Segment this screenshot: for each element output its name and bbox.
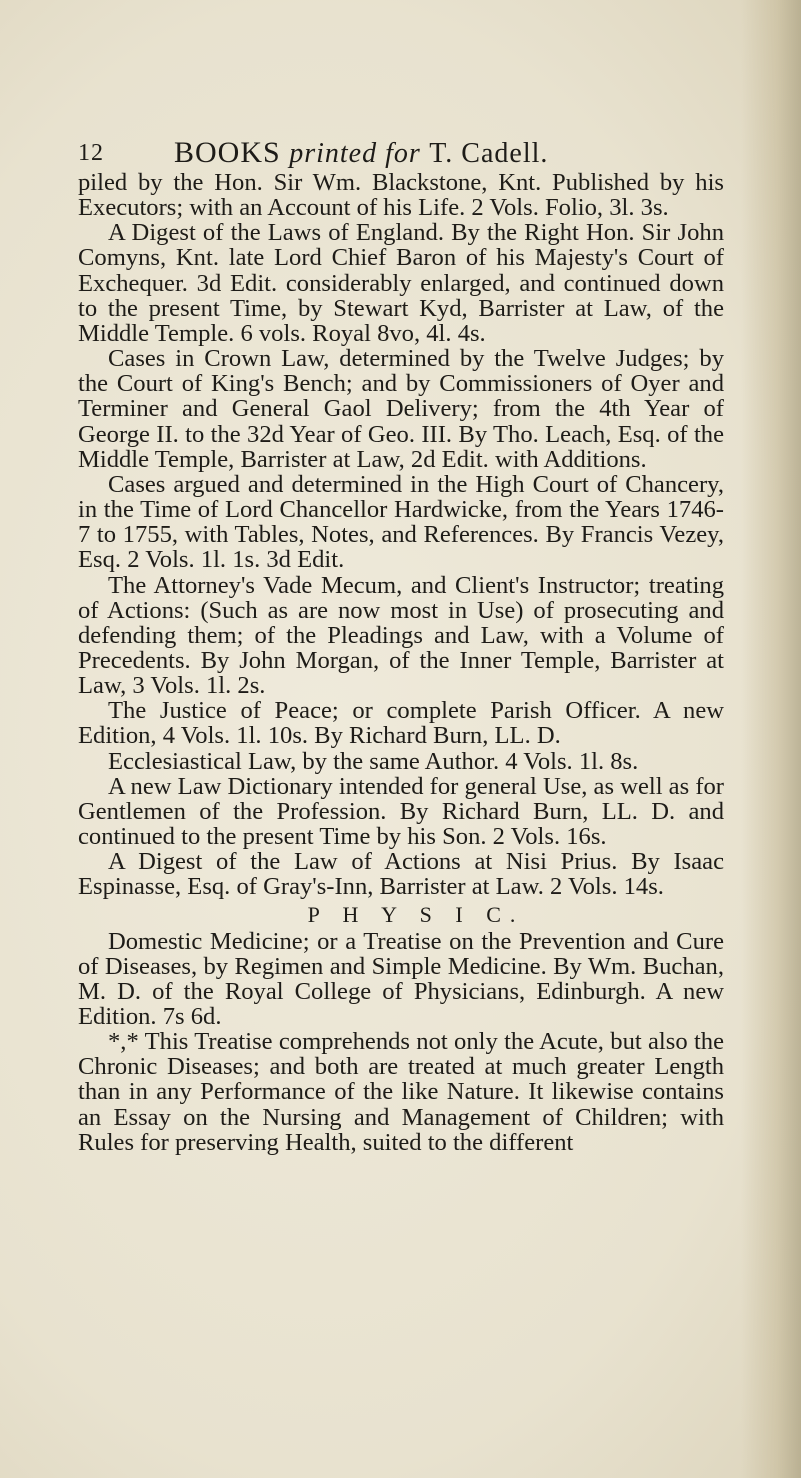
book-entry: The Attorney's Vade Mecum, and Client's Instructor; treating of Actions: (Such as are now most in Use) of prosecuting and defending them; of the Pleadings and Law, with a Volume of Precedents. By John Morgan, of the Inner Temple, Barrister at Law, 3 Vols. 1l. 2s.	[78, 571, 724, 700]
footnote-mark: *,*	[108, 1028, 139, 1056]
book-entry: Cases in Crown Law, determined by the Twelve Judges; by the Court of King's Bench; and by Commissioners of Oyer and Terminer and General Gaol Delivery; from the 4th Year of George II. to the 32d Year of Geo. III. By Tho. Leach, Esq. of the Middle Temple, Barrister at Law, 2d Edit. with Additions.	[78, 345, 724, 473]
running-title	[174, 136, 548, 170]
title-printed-for: printed for	[289, 138, 421, 169]
book-entry: Ecclesiastical Law, by the same Author. 4 Vols. 1l. 8s.	[108, 747, 639, 775]
footnote	[78, 1029, 724, 1155]
book-entry: Domestic Medicine; or a Treatise on the Prevention and Cure of Diseases, by Regimen and Simple Medicine. By Wm. Buchan, M. D. of the Royal College of Physicians, Edinburgh. A new Edition. 7s 6d.	[78, 927, 724, 1030]
book-entry: A new Law Dictionary intended for general Use, as well as for Gentlemen of the Profession. By Richard Burn, LL. D. and continued to the present Time by his Son. 2 Vols. 16s.	[78, 772, 724, 851]
book-entry: A Digest of the Laws of England. By the Right Hon. Sir John Comyns, Knt. late Lord Chief Baron of his Majesty's Court of Exchequer. 3d Edit. considerably enlarged, and continued down to the present Time, by Stewart Kyd, Barrister at Law, of the Middle Temple. 6 vols. Royal 8vo, 4l. 4s.	[78, 219, 724, 347]
page-edge-shading	[741, 0, 801, 1478]
book-entry: piled by the Hon. Sir Wm. Blackstone, Knt. Published by his Executors; with an Account of his Life. 2 Vols. Folio, 3l. 3s.	[78, 169, 724, 222]
book-entry: A Digest of the Law of Actions at Nisi Prius. By Isaac Espinasse, Esq. of Gray's-Inn, Barrister at Law. 2 Vols. 14s.	[78, 848, 724, 901]
section-heading-physic: P H Y S I C.	[307, 901, 525, 927]
page-number: 12	[78, 140, 104, 166]
page-header	[78, 136, 718, 172]
book-entry: Cases argued and determined in the High Court of Chancery, in the Time of Lord Chancellor Hardwicke, from the Years 1746-7 to 1755, with Tables, Notes, and References. By Francis Vezey, Esq. 2 Vols. 1l. 1s. 3d Edit.	[78, 470, 724, 574]
title-books: BOOKS	[174, 136, 281, 169]
book-entry: The Justice of Peace; or complete Parish Officer. A new Edition, 4 Vols. 1l. 10s. By Richard Burn, LL. D.	[78, 697, 724, 750]
footnote-text: This Treatise comprehends not only the Acute, but also the Chronic Diseases; and both are treated at much greater Length than in any Performance of the like Nature. It likewise contains an Essay on the Nursing and Management of Children; with Rules for preserving Health, suited to the different	[78, 1028, 724, 1156]
page-body	[78, 170, 724, 1155]
title-publisher: T. Cadell.	[429, 138, 549, 169]
